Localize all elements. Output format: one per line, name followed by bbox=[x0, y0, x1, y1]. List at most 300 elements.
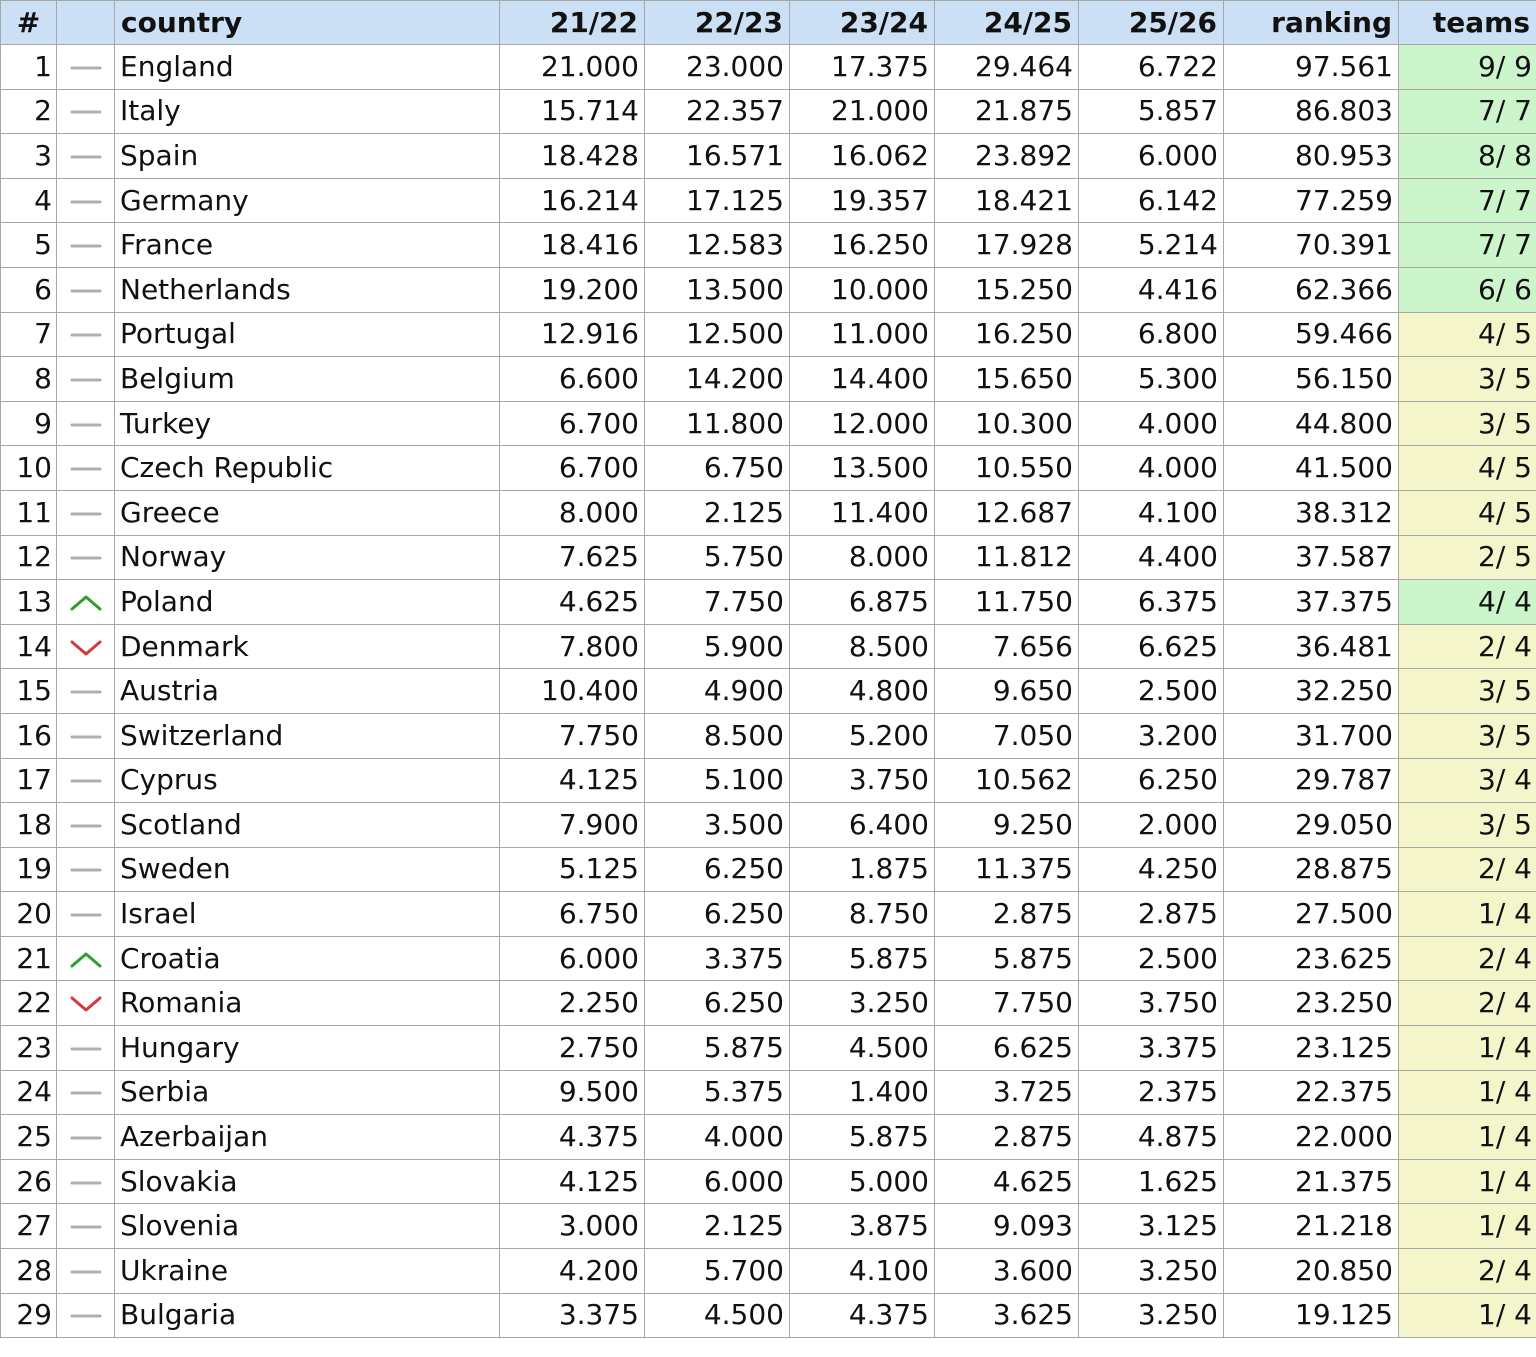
season-22-23-cell: 5.100 bbox=[645, 758, 790, 803]
season-22-23-cell: 7.750 bbox=[645, 580, 790, 625]
table-row[interactable] bbox=[1, 312, 1536, 357]
season-21-22-cell: 3.375 bbox=[500, 1293, 645, 1338]
season-25-26-cell: 3.750 bbox=[1079, 981, 1224, 1026]
season-21-22-cell: 4.125 bbox=[500, 758, 645, 803]
season-25-26-cell: 2.000 bbox=[1079, 803, 1224, 848]
trend-unchanged-icon bbox=[69, 727, 103, 747]
season-22-23-cell: 6.000 bbox=[645, 1159, 790, 1204]
season-21-22-cell: 6.750 bbox=[500, 892, 645, 937]
table-row[interactable] bbox=[1, 1204, 1536, 1249]
teams-cell: 2/ 4 bbox=[1399, 1249, 1536, 1294]
season-25-26-cell: 6.800 bbox=[1079, 312, 1224, 357]
header-rank[interactable]: # bbox=[1, 1, 57, 45]
season-25-26-cell: 6.722 bbox=[1079, 45, 1224, 90]
season-21-22-cell: 6.700 bbox=[500, 401, 645, 446]
season-25-26-cell: 4.100 bbox=[1079, 490, 1224, 535]
trend-cell bbox=[57, 223, 115, 268]
trend-down-icon bbox=[69, 638, 103, 658]
rank-cell: 19 bbox=[1, 847, 57, 892]
trend-cell bbox=[57, 1026, 115, 1071]
ranking-cell: 29.787 bbox=[1224, 758, 1399, 803]
rank-cell: 16 bbox=[1, 713, 57, 758]
rank-cell: 13 bbox=[1, 580, 57, 625]
country-cell: Denmark bbox=[115, 624, 500, 669]
season-23-24-cell: 5.875 bbox=[790, 1115, 935, 1160]
trend-cell bbox=[57, 580, 115, 625]
header-season-24-25[interactable]: 24/25 bbox=[935, 1, 1079, 45]
season-25-26-cell: 2.875 bbox=[1079, 892, 1224, 937]
season-22-23-cell: 6.750 bbox=[645, 446, 790, 491]
trend-unchanged-icon bbox=[69, 1128, 103, 1148]
season-23-24-cell: 13.500 bbox=[790, 446, 935, 491]
rank-cell: 3 bbox=[1, 134, 57, 179]
country-cell: Israel bbox=[115, 892, 500, 937]
season-22-23-cell: 2.125 bbox=[645, 490, 790, 535]
teams-cell: 4/ 5 bbox=[1399, 490, 1536, 535]
season-24-25-cell: 9.650 bbox=[935, 669, 1079, 714]
season-23-24-cell: 21.000 bbox=[790, 89, 935, 134]
season-23-24-cell: 14.400 bbox=[790, 357, 935, 402]
season-21-22-cell: 7.800 bbox=[500, 624, 645, 669]
country-cell: Slovakia bbox=[115, 1159, 500, 1204]
header-season-21-22[interactable]: 21/22 bbox=[500, 1, 645, 45]
season-25-26-cell: 2.500 bbox=[1079, 936, 1224, 981]
table-row[interactable] bbox=[1, 892, 1536, 937]
table-row[interactable] bbox=[1, 223, 1536, 268]
table-row[interactable] bbox=[1, 535, 1536, 580]
trend-cell bbox=[57, 312, 115, 357]
teams-cell: 1/ 4 bbox=[1399, 1159, 1536, 1204]
rank-cell: 7 bbox=[1, 312, 57, 357]
season-25-26-cell: 3.250 bbox=[1079, 1293, 1224, 1338]
trend-cell bbox=[57, 446, 115, 491]
table-row[interactable] bbox=[1, 446, 1536, 491]
season-21-22-cell: 19.200 bbox=[500, 267, 645, 312]
trend-cell bbox=[57, 803, 115, 848]
season-25-26-cell: 5.214 bbox=[1079, 223, 1224, 268]
teams-cell: 1/ 4 bbox=[1399, 1204, 1536, 1249]
season-25-26-cell: 6.000 bbox=[1079, 134, 1224, 179]
ranking-cell: 21.218 bbox=[1224, 1204, 1399, 1249]
trend-unchanged-icon bbox=[69, 102, 103, 122]
table-row[interactable] bbox=[1, 936, 1536, 981]
season-21-22-cell: 10.400 bbox=[500, 669, 645, 714]
season-23-24-cell: 19.357 bbox=[790, 178, 935, 223]
season-24-25-cell: 3.600 bbox=[935, 1249, 1079, 1294]
rank-cell: 21 bbox=[1, 936, 57, 981]
season-23-24-cell: 8.000 bbox=[790, 535, 935, 580]
country-cell: Italy bbox=[115, 89, 500, 134]
season-22-23-cell: 2.125 bbox=[645, 1204, 790, 1249]
season-23-24-cell: 6.400 bbox=[790, 803, 935, 848]
ranking-cell: 97.561 bbox=[1224, 45, 1399, 90]
rank-cell: 2 bbox=[1, 89, 57, 134]
table-row[interactable] bbox=[1, 1070, 1536, 1115]
table-row[interactable] bbox=[1, 669, 1536, 714]
teams-cell: 1/ 4 bbox=[1399, 1070, 1536, 1115]
season-23-24-cell: 1.875 bbox=[790, 847, 935, 892]
trend-cell bbox=[57, 758, 115, 803]
ranking-cell: 44.800 bbox=[1224, 401, 1399, 446]
country-cell: Greece bbox=[115, 490, 500, 535]
trend-unchanged-icon bbox=[69, 281, 103, 301]
rank-cell: 8 bbox=[1, 357, 57, 402]
table-row[interactable] bbox=[1, 134, 1536, 179]
ranking-cell: 20.850 bbox=[1224, 1249, 1399, 1294]
country-cell: Romania bbox=[115, 981, 500, 1026]
season-22-23-cell: 6.250 bbox=[645, 892, 790, 937]
season-25-26-cell: 4.000 bbox=[1079, 401, 1224, 446]
country-cell: Cyprus bbox=[115, 758, 500, 803]
table-row[interactable] bbox=[1, 624, 1536, 669]
season-25-26-cell: 3.200 bbox=[1079, 713, 1224, 758]
rank-cell: 20 bbox=[1, 892, 57, 937]
country-cell: Czech Republic bbox=[115, 446, 500, 491]
season-24-25-cell: 10.550 bbox=[935, 446, 1079, 491]
country-cell: Netherlands bbox=[115, 267, 500, 312]
country-cell: Turkey bbox=[115, 401, 500, 446]
trend-unchanged-icon bbox=[69, 1039, 103, 1059]
country-cell: Azerbaijan bbox=[115, 1115, 500, 1160]
season-25-26-cell: 3.250 bbox=[1079, 1249, 1224, 1294]
season-22-23-cell: 17.125 bbox=[645, 178, 790, 223]
season-22-23-cell: 5.750 bbox=[645, 535, 790, 580]
teams-cell: 3/ 5 bbox=[1399, 357, 1536, 402]
country-cell: Poland bbox=[115, 580, 500, 625]
season-23-24-cell: 10.000 bbox=[790, 267, 935, 312]
season-25-26-cell: 4.416 bbox=[1079, 267, 1224, 312]
rank-cell: 1 bbox=[1, 45, 57, 90]
season-23-24-cell: 4.500 bbox=[790, 1026, 935, 1071]
trend-cell bbox=[57, 178, 115, 223]
season-24-25-cell: 7.050 bbox=[935, 713, 1079, 758]
season-25-26-cell: 4.875 bbox=[1079, 1115, 1224, 1160]
ranking-cell: 31.700 bbox=[1224, 713, 1399, 758]
season-22-23-cell: 3.375 bbox=[645, 936, 790, 981]
season-25-26-cell: 4.250 bbox=[1079, 847, 1224, 892]
season-22-23-cell: 12.500 bbox=[645, 312, 790, 357]
trend-unchanged-icon bbox=[69, 1306, 103, 1326]
country-cell: Scotland bbox=[115, 803, 500, 848]
trend-unchanged-icon bbox=[69, 58, 103, 78]
teams-cell: 1/ 4 bbox=[1399, 1293, 1536, 1338]
season-21-22-cell: 16.214 bbox=[500, 178, 645, 223]
trend-cell bbox=[57, 1249, 115, 1294]
season-21-22-cell: 6.700 bbox=[500, 446, 645, 491]
trend-unchanged-icon bbox=[69, 771, 103, 791]
trend-cell bbox=[57, 267, 115, 312]
trend-cell bbox=[57, 1070, 115, 1115]
trend-unchanged-icon bbox=[69, 905, 103, 925]
season-25-26-cell: 4.400 bbox=[1079, 535, 1224, 580]
header-country[interactable]: country bbox=[115, 1, 500, 45]
rank-cell: 24 bbox=[1, 1070, 57, 1115]
trend-cell bbox=[57, 357, 115, 402]
trend-unchanged-icon bbox=[69, 1217, 103, 1237]
table-row[interactable] bbox=[1, 267, 1536, 312]
teams-cell: 2/ 4 bbox=[1399, 981, 1536, 1026]
season-21-22-cell: 21.000 bbox=[500, 45, 645, 90]
trend-unchanged-icon bbox=[69, 682, 103, 702]
season-24-25-cell: 12.687 bbox=[935, 490, 1079, 535]
country-cell: France bbox=[115, 223, 500, 268]
teams-cell: 1/ 4 bbox=[1399, 892, 1536, 937]
season-21-22-cell: 15.714 bbox=[500, 89, 645, 134]
season-21-22-cell: 4.200 bbox=[500, 1249, 645, 1294]
trend-unchanged-icon bbox=[69, 1083, 103, 1103]
season-21-22-cell: 6.600 bbox=[500, 357, 645, 402]
season-21-22-cell: 7.625 bbox=[500, 535, 645, 580]
header-teams[interactable]: teams bbox=[1399, 1, 1536, 45]
teams-cell: 3/ 5 bbox=[1399, 401, 1536, 446]
teams-cell: 3/ 5 bbox=[1399, 713, 1536, 758]
season-21-22-cell: 7.900 bbox=[500, 803, 645, 848]
season-24-25-cell: 11.812 bbox=[935, 535, 1079, 580]
ranking-cell: 37.587 bbox=[1224, 535, 1399, 580]
season-23-24-cell: 8.500 bbox=[790, 624, 935, 669]
trend-cell bbox=[57, 892, 115, 937]
season-23-24-cell: 4.100 bbox=[790, 1249, 935, 1294]
rank-cell: 9 bbox=[1, 401, 57, 446]
trend-cell bbox=[57, 1159, 115, 1204]
trend-unchanged-icon bbox=[69, 459, 103, 479]
season-21-22-cell: 8.000 bbox=[500, 490, 645, 535]
teams-cell: 3/ 4 bbox=[1399, 758, 1536, 803]
table-row[interactable] bbox=[1, 89, 1536, 134]
season-24-25-cell: 3.725 bbox=[935, 1070, 1079, 1115]
season-25-26-cell: 2.375 bbox=[1079, 1070, 1224, 1115]
season-22-23-cell: 4.000 bbox=[645, 1115, 790, 1160]
trend-unchanged-icon bbox=[69, 1173, 103, 1193]
header-season-22-23[interactable]: 22/23 bbox=[645, 1, 790, 45]
ranking-cell: 23.625 bbox=[1224, 936, 1399, 981]
table-row[interactable] bbox=[1, 758, 1536, 803]
teams-cell: 3/ 5 bbox=[1399, 669, 1536, 714]
trend-unchanged-icon bbox=[69, 236, 103, 256]
table-row[interactable] bbox=[1, 45, 1536, 90]
header-row bbox=[1, 1, 1536, 45]
table-row[interactable] bbox=[1, 1249, 1536, 1294]
season-25-26-cell: 2.500 bbox=[1079, 669, 1224, 714]
teams-cell: 3/ 5 bbox=[1399, 803, 1536, 848]
teams-cell: 7/ 7 bbox=[1399, 178, 1536, 223]
table-row[interactable] bbox=[1, 803, 1536, 848]
trend-cell bbox=[57, 401, 115, 446]
trend-cell bbox=[57, 1115, 115, 1160]
season-23-24-cell: 1.400 bbox=[790, 1070, 935, 1115]
ranking-cell: 62.366 bbox=[1224, 267, 1399, 312]
season-21-22-cell: 4.625 bbox=[500, 580, 645, 625]
trend-unchanged-icon bbox=[69, 1262, 103, 1282]
country-cell: Croatia bbox=[115, 936, 500, 981]
ranking-cell: 80.953 bbox=[1224, 134, 1399, 179]
teams-cell: 4/ 5 bbox=[1399, 446, 1536, 491]
season-24-25-cell: 18.421 bbox=[935, 178, 1079, 223]
season-24-25-cell: 29.464 bbox=[935, 45, 1079, 90]
teams-cell: 7/ 7 bbox=[1399, 89, 1536, 134]
rank-cell: 11 bbox=[1, 490, 57, 535]
rank-cell: 17 bbox=[1, 758, 57, 803]
trend-cell bbox=[57, 624, 115, 669]
ranking-cell: 32.250 bbox=[1224, 669, 1399, 714]
season-24-25-cell: 15.650 bbox=[935, 357, 1079, 402]
table-row[interactable] bbox=[1, 490, 1536, 535]
season-21-22-cell: 5.125 bbox=[500, 847, 645, 892]
ranking-cell: 28.875 bbox=[1224, 847, 1399, 892]
country-cell: Bulgaria bbox=[115, 1293, 500, 1338]
trend-cell bbox=[57, 490, 115, 535]
trend-cell bbox=[57, 669, 115, 714]
trend-cell bbox=[57, 1204, 115, 1249]
teams-cell: 2/ 4 bbox=[1399, 936, 1536, 981]
ranking-cell: 41.500 bbox=[1224, 446, 1399, 491]
season-24-25-cell: 17.928 bbox=[935, 223, 1079, 268]
season-23-24-cell: 12.000 bbox=[790, 401, 935, 446]
country-cell: Belgium bbox=[115, 357, 500, 402]
season-24-25-cell: 2.875 bbox=[935, 892, 1079, 937]
country-cell: Spain bbox=[115, 134, 500, 179]
season-25-26-cell: 6.250 bbox=[1079, 758, 1224, 803]
trend-unchanged-icon bbox=[69, 370, 103, 390]
country-cell: Sweden bbox=[115, 847, 500, 892]
ranking-cell: 36.481 bbox=[1224, 624, 1399, 669]
season-24-25-cell: 6.625 bbox=[935, 1026, 1079, 1071]
season-23-24-cell: 5.875 bbox=[790, 936, 935, 981]
table-row[interactable] bbox=[1, 981, 1536, 1026]
season-22-23-cell: 23.000 bbox=[645, 45, 790, 90]
header-season-25-26[interactable]: 25/26 bbox=[1079, 1, 1224, 45]
rank-cell: 5 bbox=[1, 223, 57, 268]
season-24-25-cell: 4.625 bbox=[935, 1159, 1079, 1204]
season-25-26-cell: 1.625 bbox=[1079, 1159, 1224, 1204]
table-row[interactable] bbox=[1, 847, 1536, 892]
country-cell: Switzerland bbox=[115, 713, 500, 758]
season-22-23-cell: 11.800 bbox=[645, 401, 790, 446]
ranking-cell: 22.375 bbox=[1224, 1070, 1399, 1115]
trend-unchanged-icon bbox=[69, 192, 103, 212]
season-23-24-cell: 5.200 bbox=[790, 713, 935, 758]
rank-cell: 29 bbox=[1, 1293, 57, 1338]
rank-cell: 23 bbox=[1, 1026, 57, 1071]
season-22-23-cell: 5.700 bbox=[645, 1249, 790, 1294]
season-23-24-cell: 8.750 bbox=[790, 892, 935, 937]
rank-cell: 18 bbox=[1, 803, 57, 848]
ranking-cell: 38.312 bbox=[1224, 490, 1399, 535]
season-21-22-cell: 4.125 bbox=[500, 1159, 645, 1204]
season-23-24-cell: 3.250 bbox=[790, 981, 935, 1026]
trend-unchanged-icon bbox=[69, 147, 103, 167]
ranking-cell: 27.500 bbox=[1224, 892, 1399, 937]
season-21-22-cell: 2.750 bbox=[500, 1026, 645, 1071]
teams-cell: 2/ 4 bbox=[1399, 624, 1536, 669]
teams-cell: 2/ 4 bbox=[1399, 847, 1536, 892]
trend-cell bbox=[57, 847, 115, 892]
header-ranking[interactable]: ranking bbox=[1224, 1, 1399, 45]
country-cell: Portugal bbox=[115, 312, 500, 357]
season-21-22-cell: 18.428 bbox=[500, 134, 645, 179]
teams-cell: 1/ 4 bbox=[1399, 1115, 1536, 1160]
ranking-cell: 86.803 bbox=[1224, 89, 1399, 134]
season-22-23-cell: 4.900 bbox=[645, 669, 790, 714]
season-23-24-cell: 16.062 bbox=[790, 134, 935, 179]
trend-unchanged-icon bbox=[69, 325, 103, 345]
country-cell: Norway bbox=[115, 535, 500, 580]
season-24-25-cell: 11.750 bbox=[935, 580, 1079, 625]
season-22-23-cell: 4.500 bbox=[645, 1293, 790, 1338]
rank-cell: 22 bbox=[1, 981, 57, 1026]
table-row[interactable] bbox=[1, 1115, 1536, 1160]
header-season-23-24[interactable]: 23/24 bbox=[790, 1, 935, 45]
season-22-23-cell: 3.500 bbox=[645, 803, 790, 848]
rank-cell: 10 bbox=[1, 446, 57, 491]
table-row[interactable] bbox=[1, 1026, 1536, 1071]
trend-unchanged-icon bbox=[69, 816, 103, 836]
ranking-cell: 56.150 bbox=[1224, 357, 1399, 402]
season-22-23-cell: 6.250 bbox=[645, 981, 790, 1026]
trend-cell bbox=[57, 535, 115, 580]
season-22-23-cell: 12.583 bbox=[645, 223, 790, 268]
season-25-26-cell: 6.142 bbox=[1079, 178, 1224, 223]
season-24-25-cell: 3.625 bbox=[935, 1293, 1079, 1338]
season-25-26-cell: 5.857 bbox=[1079, 89, 1224, 134]
season-24-25-cell: 16.250 bbox=[935, 312, 1079, 357]
season-24-25-cell: 9.093 bbox=[935, 1204, 1079, 1249]
ranking-cell: 22.000 bbox=[1224, 1115, 1399, 1160]
table-row[interactable] bbox=[1, 1159, 1536, 1204]
ranking-cell: 21.375 bbox=[1224, 1159, 1399, 1204]
trend-cell bbox=[57, 89, 115, 134]
teams-cell: 6/ 6 bbox=[1399, 267, 1536, 312]
table-row[interactable] bbox=[1, 178, 1536, 223]
table-row[interactable] bbox=[1, 357, 1536, 402]
table-row[interactable] bbox=[1, 1293, 1536, 1338]
season-22-23-cell: 22.357 bbox=[645, 89, 790, 134]
table-body bbox=[1, 45, 1536, 1338]
rank-cell: 27 bbox=[1, 1204, 57, 1249]
season-24-25-cell: 7.750 bbox=[935, 981, 1079, 1026]
season-24-25-cell: 9.250 bbox=[935, 803, 1079, 848]
trend-cell bbox=[57, 1293, 115, 1338]
season-24-25-cell: 23.892 bbox=[935, 134, 1079, 179]
season-23-24-cell: 4.800 bbox=[790, 669, 935, 714]
season-22-23-cell: 14.200 bbox=[645, 357, 790, 402]
table-row[interactable] bbox=[1, 713, 1536, 758]
teams-cell: 1/ 4 bbox=[1399, 1026, 1536, 1071]
season-23-24-cell: 6.875 bbox=[790, 580, 935, 625]
rank-cell: 28 bbox=[1, 1249, 57, 1294]
season-22-23-cell: 13.500 bbox=[645, 267, 790, 312]
trend-unchanged-icon bbox=[69, 504, 103, 524]
rank-cell: 4 bbox=[1, 178, 57, 223]
season-24-25-cell: 10.300 bbox=[935, 401, 1079, 446]
season-25-26-cell: 4.000 bbox=[1079, 446, 1224, 491]
season-23-24-cell: 4.375 bbox=[790, 1293, 935, 1338]
season-24-25-cell: 21.875 bbox=[935, 89, 1079, 134]
ranking-cell: 37.375 bbox=[1224, 580, 1399, 625]
table-row[interactable] bbox=[1, 580, 1536, 625]
season-22-23-cell: 5.375 bbox=[645, 1070, 790, 1115]
table-row[interactable] bbox=[1, 401, 1536, 446]
season-21-22-cell: 9.500 bbox=[500, 1070, 645, 1115]
teams-cell: 8/ 8 bbox=[1399, 134, 1536, 179]
rank-cell: 14 bbox=[1, 624, 57, 669]
trend-cell bbox=[57, 45, 115, 90]
trend-unchanged-icon bbox=[69, 860, 103, 880]
season-24-25-cell: 15.250 bbox=[935, 267, 1079, 312]
country-cell: Serbia bbox=[115, 1070, 500, 1115]
season-22-23-cell: 5.875 bbox=[645, 1026, 790, 1071]
season-25-26-cell: 6.375 bbox=[1079, 580, 1224, 625]
